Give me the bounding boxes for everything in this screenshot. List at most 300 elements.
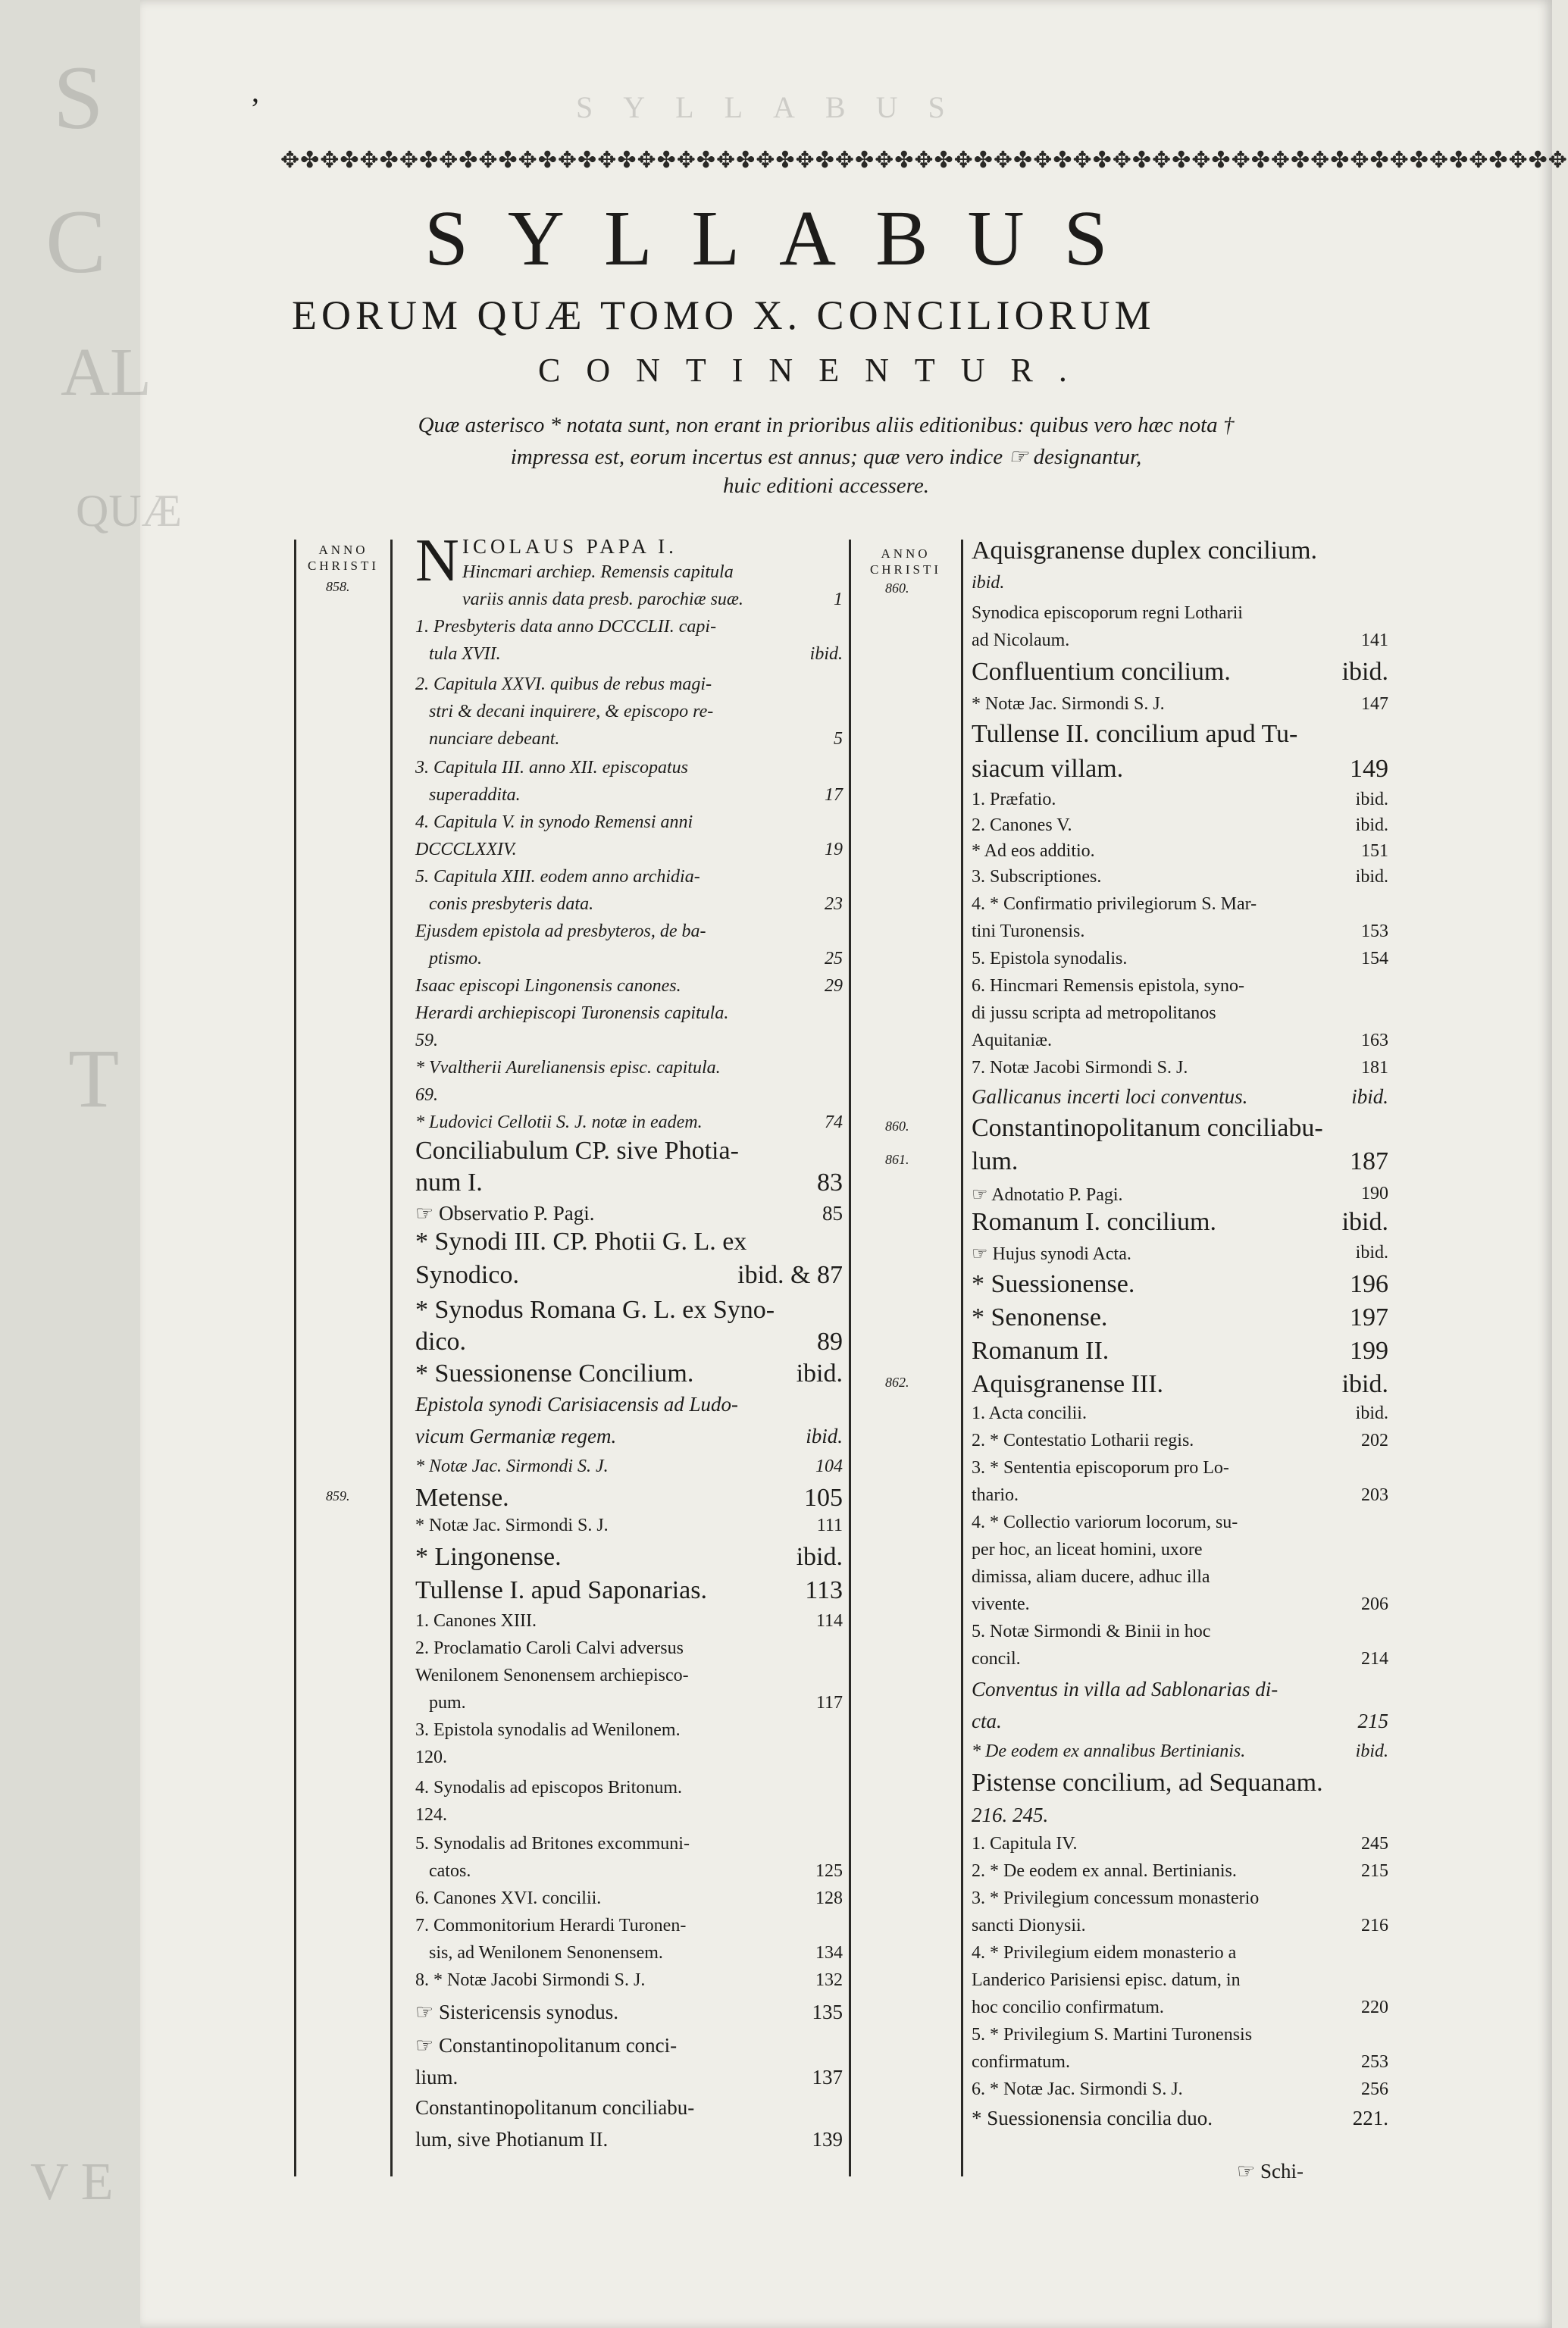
toc-entry: [429, 729, 843, 749]
toc-entry: [972, 1594, 1388, 1615]
toc-entry-page: 153: [1361, 922, 1388, 941]
toc-entry-title: stri & decani inquirere, & episcopo re-: [429, 702, 714, 721]
toc-entry-title: * Notæ Jac. Sirmondi S. J.: [415, 1516, 609, 1535]
toc-entry: [972, 867, 1388, 887]
toc-entry-title: Aquisgranense duplex concilium.: [972, 537, 1318, 565]
toc-entry-title: 2. * De eodem ex annal. Bertinianis.: [972, 1861, 1237, 1881]
toc-entry: [972, 1649, 1388, 1669]
toc-entry-title: Constantinopolitanum conciliabu-: [972, 1114, 1323, 1142]
toc-entry-title: Pistense concilium, ad Sequanam.: [972, 1769, 1323, 1797]
toc-entry-title: pum.: [429, 1693, 466, 1713]
facing-page-letter: AL: [61, 335, 152, 410]
toc-entry-title: Conventus in villa ad Sablonarias di-: [972, 1678, 1278, 1701]
toc-entry-title: ☞ Sistericensis synodus.: [415, 2001, 618, 2023]
toc-entry: [462, 562, 843, 583]
toc-entry-title: 3. Epistola synodalis ad Wenilonem.: [415, 1720, 681, 1740]
toc-entry-page: 190: [1361, 1184, 1388, 1203]
toc-entry-title: Tullense I. apud Saponarias.: [415, 1576, 707, 1604]
toc-entry-title: Landerico Parisiensi episc. datum, in: [972, 1970, 1241, 1990]
toc-entry-title: 5. Capitula XIII. eodem anno archidia-: [415, 867, 700, 887]
toc-entry-title: Wenilonem Senonensem archiepisco-: [415, 1666, 689, 1685]
toc-entry-title: * Senonense.: [972, 1303, 1108, 1331]
toc-entry: [415, 976, 843, 997]
toc-entry-title: 2. * Contestatio Lotharii regis.: [972, 1431, 1194, 1450]
left-entries-column: [415, 0, 843, 2328]
year-label: 859.: [326, 1488, 350, 1504]
toc-entry-title: confirmatum.: [972, 2052, 1070, 2072]
toc-entry: [972, 1769, 1388, 1798]
toc-entry-title: lium.: [415, 2066, 459, 2089]
toc-entry-page: 17: [825, 785, 843, 805]
toc-entry-title: 4. * Confirmatio privilegiorum S. Mar-: [972, 894, 1257, 914]
facing-page-letter: T: [68, 1032, 120, 1125]
toc-entry-title: sis, ad Wenilonem Senonensem.: [429, 1943, 663, 1963]
year-column-header: ANNO CHRISTI: [307, 543, 380, 573]
toc-entry-page: 163: [1361, 1031, 1388, 1050]
toc-entry-title: 69.: [415, 1085, 438, 1105]
toc-entry: [972, 1567, 1388, 1588]
toc-entry: [415, 1003, 843, 1024]
year-label: 860.: [885, 580, 909, 596]
toc-entry: [415, 2096, 843, 2120]
toc-entry-page: ibid.: [806, 1425, 843, 1447]
toc-entry-page: 215: [1357, 1710, 1388, 1732]
toc-entry-page: 137: [812, 2066, 843, 2089]
toc-entry-page: 149: [1350, 755, 1388, 783]
toc-entry-title: * Ludovici Cellotii S. J. notæ in eadem.: [415, 1112, 703, 1132]
toc-entry: [972, 1337, 1388, 1366]
toc-entry-page: 128: [815, 1888, 843, 1908]
toc-entry-title: Aquisgranense III.: [972, 1370, 1164, 1398]
toc-entry: [429, 702, 843, 722]
toc-entry: [972, 2025, 1388, 2045]
toc-entry: [415, 1425, 843, 1448]
toc-entry: [972, 1888, 1388, 1909]
year-label: 858.: [326, 579, 350, 594]
toc-entry: [972, 1861, 1388, 1882]
toc-entry-title: vivente.: [972, 1594, 1030, 1614]
toc-entry-page: 85: [822, 1202, 843, 1225]
toc-entry: [415, 758, 843, 778]
toc-entry-page: 187: [1350, 1147, 1388, 1175]
toc-entry-page: 1: [834, 590, 843, 609]
toc-entry-title: * Vvaltherii Aurelianensis episc. capitula.: [415, 1058, 721, 1078]
toc-entry: [415, 1137, 843, 1166]
toc-entry-title: 6. Canones XVI. concilii.: [415, 1888, 602, 1908]
toc-entry: [972, 1085, 1388, 1109]
toc-entry-title: cta.: [972, 1710, 1002, 1732]
toc-entry: [972, 1243, 1388, 1265]
toc-entry-title: 5. Synodalis ad Britones excommuni-: [415, 1834, 690, 1854]
toc-entry: [429, 644, 843, 665]
page-subtitle-continued: CONTINENTUR.: [538, 352, 1093, 389]
toc-entry-title: 1. Canones XIII.: [415, 1611, 537, 1631]
toc-entry: [972, 1622, 1388, 1642]
toc-entry-title: Synodica episcoporum regni Lotharii: [972, 603, 1243, 623]
left-year-rule: [294, 540, 296, 2176]
toc-entry: [972, 537, 1388, 565]
toc-entry: [972, 1458, 1388, 1478]
toc-entry: [415, 2034, 843, 2057]
toc-entry-title: * Synodus Romana G. L. ex Syno-: [415, 1296, 775, 1324]
toc-entry-page: 256: [1361, 2079, 1388, 2099]
right-entries-column: [972, 0, 1388, 2328]
year-label: 861.: [885, 1152, 909, 1167]
editorial-note-line: impressa est, eorum incertus est annus; quæ vero indice ☞ designantur,: [510, 445, 1142, 469]
toc-entry-title: Epistola synodi Carisiacensis ad Ludo-: [415, 1393, 739, 1416]
toc-entry-page: 215: [1361, 1861, 1388, 1881]
toc-entry-title: superaddita.: [429, 785, 521, 805]
toc-entry: [415, 1031, 843, 1051]
toc-entry: [415, 617, 843, 637]
toc-entry-page: 154: [1361, 949, 1388, 968]
toc-entry-title: * Notæ Jac. Sirmondi S. J.: [972, 694, 1165, 714]
toc-entry: [972, 1184, 1388, 1206]
toc-entry-title: 6. Hincmari Remensis epistola, syno-: [972, 976, 1244, 996]
toc-entry: [415, 1666, 843, 1686]
editorial-note-line: huic editioni accessere.: [723, 474, 929, 498]
toc-entry-title: 3. Capitula III. anno XII. episcopatus: [415, 758, 688, 778]
toc-entry-page: 89: [817, 1328, 843, 1356]
toc-entry: [415, 867, 843, 887]
toc-entry: [415, 1543, 843, 1572]
toc-entry: [415, 1888, 843, 1909]
toc-entry-page: 199: [1350, 1337, 1388, 1365]
toc-entry-page: 104: [815, 1457, 843, 1476]
toc-entry-page: 5: [834, 729, 843, 749]
toc-entry-title: Conciliabulum CP. sive Photia-: [415, 1137, 739, 1165]
toc-entry: [415, 1516, 843, 1536]
toc-entry: [972, 1485, 1388, 1506]
toc-entry-title: thario.: [972, 1485, 1019, 1505]
toc-entry: [429, 894, 843, 915]
toc-entry-page: 147: [1361, 694, 1388, 714]
toc-entry-page: ibid.: [1355, 1741, 1388, 1761]
toc-entry-page: ibid. & 87: [737, 1261, 843, 1289]
toc-entry: [972, 1270, 1388, 1299]
toc-entry: [972, 1208, 1388, 1237]
toc-entry-page: ibid.: [796, 1543, 843, 1571]
toc-entry-page: 74: [825, 1112, 843, 1132]
toc-entry-title: 59.: [415, 1031, 438, 1050]
toc-entry-title: lum, sive Photianum II.: [415, 2128, 609, 2151]
toc-entry-page: ibid.: [1341, 658, 1388, 686]
toc-entry-title: * Notæ Jac. Sirmondi S. J.: [415, 1457, 609, 1476]
toc-entry: [972, 603, 1388, 624]
toc-entry-title: nunciare debeant.: [429, 729, 560, 749]
toc-entry: [415, 1484, 843, 1513]
toc-entry: [972, 2107, 1388, 2130]
toc-entry-page: ibid.: [1341, 1370, 1388, 1398]
toc-entry-title: ☞ Adnotatio P. Pagi.: [972, 1185, 1123, 1205]
toc-entry-page: 214: [1361, 1649, 1388, 1669]
toc-entry: [972, 1916, 1388, 1936]
toc-entry: [972, 1058, 1388, 1078]
toc-entry-page: ibid.: [809, 644, 843, 664]
toc-entry-page: 132: [815, 1970, 843, 1990]
toc-entry: [972, 976, 1388, 997]
toc-entry-title: 120.: [415, 1748, 447, 1767]
toc-entry: [462, 535, 843, 559]
editorial-note-line: Quæ asterisco * notata sunt, non erant in prioribus aliis editionibus: quibus vero hæc nota †: [418, 413, 1235, 437]
toc-entry: [972, 2079, 1388, 2100]
toc-entry: [415, 1748, 843, 1768]
toc-entry-title: ptismo.: [429, 949, 483, 968]
drop-cap: N: [415, 527, 459, 594]
toc-entry: [415, 1112, 843, 1133]
toc-entry: [972, 1303, 1388, 1332]
toc-entry-title: 7. Notæ Jacobi Sirmondi S. J.: [972, 1058, 1188, 1078]
toc-entry: [415, 1058, 843, 1078]
toc-entry-page: 135: [812, 2001, 843, 2023]
toc-entry-page: 216: [1361, 1916, 1388, 1935]
toc-entry: [972, 1031, 1388, 1051]
toc-entry: [972, 1998, 1388, 2018]
toc-entry: [415, 1360, 843, 1388]
toc-entry: [415, 1393, 843, 1416]
toc-entry-title: vicum Germaniæ regem.: [415, 1425, 617, 1447]
toc-entry: [415, 1296, 843, 1325]
toc-entry-title: tula XVII.: [429, 644, 501, 664]
toc-entry: [415, 1778, 843, 1798]
toc-entry-title: Aquitaniæ.: [972, 1031, 1052, 1050]
toc-entry-title: 1. Capitula IV.: [972, 1834, 1078, 1854]
toc-entry: [429, 1693, 843, 1713]
toc-entry-page: 113: [805, 1576, 843, 1604]
year-column-header: ANNO CHRISTI: [869, 546, 942, 577]
right-year-rule: [961, 540, 963, 2176]
toc-entry-title: ☞ Hujus synodi Acta.: [972, 1244, 1131, 1264]
toc-entry-title: 3. * Privilegium concessum monasterio: [972, 1888, 1260, 1908]
toc-entry-page: 117: [815, 1693, 843, 1713]
toc-entry: [429, 1861, 843, 1882]
toc-entry-title: * De eodem ex annalibus Bertinianis.: [972, 1741, 1246, 1761]
toc-entry-page: 181: [1361, 1058, 1388, 1078]
toc-entry: [972, 630, 1388, 651]
toc-entry-page: 19: [825, 840, 843, 859]
toc-entry-page: 202: [1361, 1431, 1388, 1450]
toc-entry-page: 253: [1361, 2052, 1388, 2072]
toc-entry: [972, 2052, 1388, 2073]
toc-entry-title: sancti Dionysii.: [972, 1916, 1086, 1935]
page-title: SYLLABUS: [424, 195, 1147, 282]
toc-entry-page: 203: [1361, 1485, 1388, 1505]
toc-entry-title: hoc concilio confirmatum.: [972, 1998, 1164, 2017]
toc-entry: [972, 1114, 1388, 1143]
toc-entry: [415, 1228, 843, 1256]
toc-entry: [972, 1834, 1388, 1854]
toc-entry-title: dimissa, aliam ducere, adhuc illa: [972, 1567, 1210, 1587]
toc-entry: [972, 573, 1388, 593]
toc-entry: [415, 2066, 843, 2089]
toc-entry: [415, 840, 843, 860]
toc-entry-page: 23: [825, 894, 843, 914]
toc-entry-title: * Suessionensia concilia duo.: [972, 2107, 1213, 2129]
toc-entry: [972, 841, 1388, 862]
toc-entry-page: ibid.: [1355, 1243, 1388, 1263]
toc-entry-title: * Suessionense.: [972, 1270, 1135, 1298]
toc-entry: [972, 1403, 1388, 1424]
toc-entry-title: 1. Acta concilii.: [972, 1403, 1087, 1423]
toc-entry-page: 125: [815, 1861, 843, 1881]
toc-entry-title: 7. Commonitorium Herardi Turonen-: [415, 1916, 687, 1935]
toc-entry-title: concil.: [972, 1649, 1021, 1669]
year-label: 860.: [885, 1119, 909, 1134]
toc-entry-page: 141: [1361, 630, 1388, 650]
toc-entry-page: 134: [815, 1943, 843, 1963]
page-subtitle: EORUM QUÆ TOMO X. CONCILIORUM: [292, 293, 1156, 338]
toc-entry: [415, 922, 843, 942]
toc-entry-page: 111: [816, 1516, 843, 1535]
toc-entry: [415, 674, 843, 695]
toc-entry-title: DCCCLXXIV.: [415, 840, 517, 859]
toc-entry: [429, 1943, 843, 1963]
toc-entry-title: 1. Præfatio.: [972, 790, 1056, 809]
toc-entry-title: Isaac episcopi Lingonensis canones.: [415, 976, 681, 996]
toc-entry-title: * Ad eos additio.: [972, 841, 1095, 861]
toc-entry-title: 2. Canones V.: [972, 815, 1072, 835]
toc-entry-title: 4. * Collectio variorum locorum, su-: [972, 1513, 1238, 1532]
toc-entry-page: 114: [815, 1611, 843, 1631]
toc-entry-title: 3. * Sententia episcoporum pro Lo-: [972, 1458, 1229, 1478]
toc-entry: [972, 1513, 1388, 1533]
toc-entry: [972, 755, 1388, 784]
toc-entry: [972, 1710, 1388, 1733]
toc-entry: [972, 894, 1388, 915]
toc-entry: [972, 1943, 1388, 1963]
toc-entry-title: dico.: [415, 1328, 467, 1356]
toc-entry: [415, 2001, 843, 2024]
toc-entry-title: catos.: [429, 1861, 471, 1881]
toc-entry-title: Romanum I. concilium.: [972, 1208, 1216, 1236]
toc-entry-page: 220: [1361, 1998, 1388, 2017]
toc-entry-title: 4. Synodalis ad episcopos Britonum.: [415, 1778, 682, 1798]
left-year-rule-inner: [390, 540, 393, 2176]
toc-entry-title: Synodico.: [415, 1261, 519, 1289]
toc-entry-page: ibid.: [1355, 1403, 1388, 1423]
toc-entry: [972, 1431, 1388, 1451]
toc-entry-title: * Lingonense.: [415, 1543, 562, 1571]
toc-entry-title: * Suessionense Concilium.: [415, 1360, 694, 1388]
toc-entry: [972, 1741, 1388, 1762]
toc-entry: [429, 949, 843, 969]
toc-entry: [415, 1611, 843, 1632]
toc-entry: [972, 1003, 1388, 1024]
toc-entry-title: 5. * Privilegium S. Martini Turonensis: [972, 2025, 1253, 2045]
toc-entry-title: siacum villam.: [972, 755, 1124, 783]
toc-entry-page: ibid.: [1355, 790, 1388, 809]
toc-entry-title: variis annis data presb. parochiæ suæ.: [462, 590, 743, 609]
toc-entry-page: ibid.: [1341, 1208, 1388, 1236]
toc-entry: [462, 590, 843, 610]
toc-entry: [415, 1720, 843, 1741]
toc-entry-title: 8. * Notæ Jacobi Sirmondi S. J.: [415, 1970, 646, 1990]
toc-entry-page: 25: [825, 949, 843, 968]
toc-entry-title: Romanum II.: [972, 1337, 1109, 1365]
toc-entry: [972, 1970, 1388, 1991]
toc-entry-title: * Synodi III. CP. Photii G. L. ex: [415, 1228, 747, 1256]
facing-page-letter: V E: [30, 2153, 114, 2211]
toc-entry-title: Herardi archiepiscopi Turonensis capitula.: [415, 1003, 729, 1023]
toc-entry-title: Metense.: [415, 1484, 509, 1512]
center-rule: [849, 540, 851, 2176]
toc-entry-title: lum.: [972, 1147, 1019, 1175]
toc-entry-title: ad Nicolaum.: [972, 630, 1070, 650]
toc-entry: [429, 785, 843, 806]
toc-entry: [972, 815, 1388, 836]
toc-entry-title: 216. 245.: [972, 1804, 1049, 1826]
toc-entry: [972, 658, 1388, 687]
toc-entry: [415, 1261, 843, 1290]
toc-entry: [972, 1147, 1388, 1176]
facing-page-letter: C: [45, 191, 107, 292]
toc-entry-title: tini Turonensis.: [972, 922, 1085, 941]
toc-entry: [415, 1328, 843, 1356]
toc-entry: [415, 2128, 843, 2151]
toc-entry: [972, 1804, 1388, 1827]
facing-page-letter: QUÆ: [76, 486, 183, 536]
toc-entry: [415, 1085, 843, 1106]
toc-entry: [415, 1576, 843, 1605]
toc-entry-page: 196: [1350, 1270, 1388, 1298]
toc-entry-page: 151: [1361, 841, 1388, 861]
catchword: ☞ Schi-: [1237, 2160, 1304, 2182]
facing-page-letter: S: [53, 47, 104, 148]
toc-entry-page: 245: [1361, 1834, 1388, 1854]
toc-entry-title: per hoc, an liceat homini, uxore: [972, 1540, 1203, 1560]
toc-entry: [972, 1540, 1388, 1560]
toc-entry: [415, 1916, 843, 1936]
decorative-ornament-band: ✥✤✥✤✥✤✥✤✥✤✥✤✥✤✥✤✥✤✥✤✥✤✥✤✥✤✥✤✥✤✥✤✥✤✥✤✥✤✥✤✥✤✥✤✥✤✥✤✥✤✥✤✥✤✥✤✥✤✥✤✥✤✥✤✥: [280, 148, 1568, 173]
toc-entry: [972, 1678, 1388, 1701]
toc-entry-title: 2. Capitula XXVI. quibus de rebus magi-: [415, 674, 712, 694]
toc-entry: [415, 1638, 843, 1659]
toc-entry-title: 5. Notæ Sirmondi & Binii in hoc: [972, 1622, 1211, 1641]
toc-entry-title: 4. Capitula V. in synodo Remensi anni: [415, 812, 693, 832]
toc-entry-title: 4. * Privilegium eidem monasterio a: [972, 1943, 1237, 1963]
toc-entry-page: 206: [1361, 1594, 1388, 1614]
toc-entry-title: 6. * Notæ Jac. Sirmondi S. J.: [972, 2079, 1183, 2099]
toc-entry-page: 139: [812, 2128, 843, 2151]
toc-entry-title: 1. Presbyteris data anno DCCCLII. capi-: [415, 617, 717, 637]
toc-entry-title: ☞ Observatio P. Pagi.: [415, 1202, 595, 1225]
toc-entry-title: Constantinopolitanum conciliabu-: [415, 2096, 695, 2119]
toc-entry-title: ICOLAUS PAPA I.: [462, 535, 678, 558]
toc-entry-title: 2. Proclamatio Caroli Calvi adversus: [415, 1638, 684, 1658]
toc-entry: [415, 1169, 843, 1197]
toc-entry: [415, 1834, 843, 1854]
toc-entry-title: conis presbyteris data.: [429, 894, 594, 914]
toc-entry-title: ☞ Constantinopolitanum conci-: [415, 2034, 678, 2057]
toc-entry: [972, 720, 1388, 749]
toc-entry-page: ibid.: [1355, 815, 1388, 835]
bleedthrough-text: SYLLABUS: [576, 90, 975, 124]
toc-entry-title: num I.: [415, 1169, 483, 1197]
toc-entry-title: ibid.: [972, 573, 1005, 593]
toc-entry-title: 5. Epistola synodalis.: [972, 949, 1128, 968]
toc-entry-page: 105: [804, 1484, 843, 1512]
toc-entry-title: Tullense II. concilium apud Tu-: [972, 720, 1298, 748]
toc-entry-page: 197: [1350, 1303, 1388, 1331]
toc-entry: [415, 1805, 843, 1826]
toc-entry-page: 29: [825, 976, 843, 996]
toc-entry-title: Confluentium concilium.: [972, 658, 1231, 686]
toc-entry-page: ibid.: [1355, 867, 1388, 887]
toc-entry: [972, 790, 1388, 810]
toc-entry-page: 83: [817, 1169, 843, 1197]
toc-entry: [972, 922, 1388, 942]
toc-entry-title: 3. Subscriptiones.: [972, 867, 1102, 887]
